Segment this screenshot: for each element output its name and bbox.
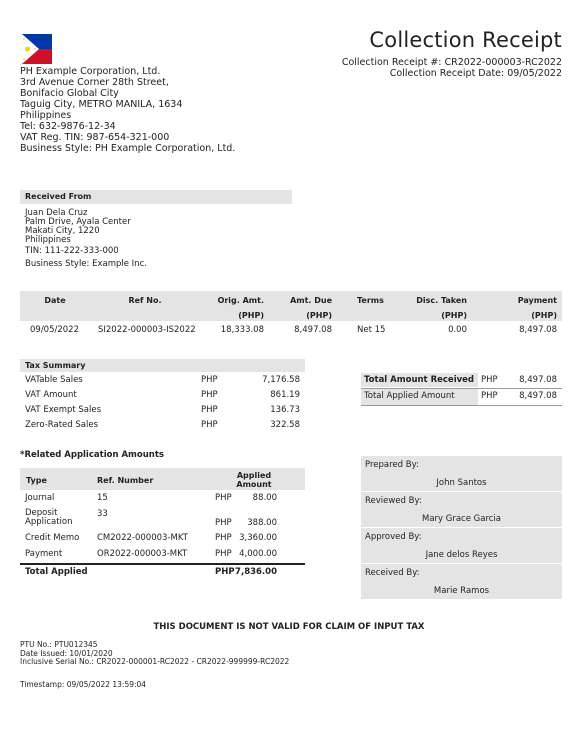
total-applied-label: Total Applied Amount: [364, 391, 455, 401]
footer-ptu: PTU No.: PTU012345: [20, 640, 98, 649]
col-due-unit: (PHP): [306, 311, 332, 320]
col-terms: Terms: [357, 296, 384, 305]
invoice-disc: 0.00: [448, 325, 467, 335]
related-row-type: Credit Memo: [25, 533, 80, 543]
related-row-amount: 388.00: [247, 518, 277, 528]
received-from-header: [20, 190, 292, 204]
receipt-number: Collection Receipt #: CR2022-000003-RC2022: [341, 57, 562, 68]
related-row-ref: 33: [97, 509, 108, 519]
related-row-currency: PHP: [215, 518, 232, 528]
customer-address-2: Makati City, 1220: [25, 226, 100, 236]
invoice-ref: SI2022-000003-IS2022: [98, 325, 196, 335]
col-disc: Disc. Taken: [416, 296, 467, 305]
totals-divider: [361, 405, 562, 406]
related-col-type: Type: [26, 476, 47, 485]
related-row-ref: 15: [97, 493, 108, 503]
related-row-type: [25, 509, 73, 527]
customer-address-1: Palm Drive, Ayala Center: [25, 217, 131, 227]
related-total-label: Total Applied: [25, 567, 88, 577]
total-received-currency: PHP: [481, 375, 498, 385]
related-row-amount: 88.00: [252, 493, 277, 503]
customer-country: Philippines: [25, 235, 71, 245]
tax-summary-header: [20, 359, 305, 372]
tax-row-label: VAT Exempt Sales: [25, 405, 102, 415]
total-received-amount: 8,497.08: [519, 375, 557, 385]
received-from-block: [25, 209, 131, 245]
signature-label: Received By:: [365, 568, 420, 578]
related-row-ref: CM2022-000003-MKT: [97, 533, 188, 543]
company-country: Philippines: [20, 110, 72, 121]
related-row-currency: PHP: [215, 549, 232, 559]
company-business-style: Business Style: PH Example Corporation, Ltd.: [20, 143, 236, 154]
related-row-amount: 4,000.00: [239, 549, 277, 559]
related-col-applied-line2: Amount: [236, 480, 272, 489]
page-title: Collection Receipt: [369, 28, 562, 52]
signature-received: [361, 564, 562, 599]
invoice-due: 8,497.08: [294, 325, 332, 335]
company-name: PH Example Corporation, Ltd.: [20, 66, 161, 77]
customer-business-style: Business Style: Example Inc.: [25, 259, 147, 269]
col-ref: Ref No.: [128, 296, 162, 305]
signature-reviewed: [361, 492, 562, 527]
col-orig: Orig. Amt.: [217, 296, 264, 305]
related-col-applied: [232, 471, 276, 489]
tax-notice: THIS DOCUMENT IS NOT VALID FOR CLAIM OF INPUT TAX: [153, 622, 425, 632]
related-row-type-line1: Deposit: [25, 508, 58, 518]
receipt-date: Collection Receipt Date: 09/05/2022: [389, 68, 562, 79]
col-date: Date: [44, 296, 66, 305]
tax-row-label: VAT Amount: [25, 390, 77, 400]
tax-row-currency: PHP: [201, 405, 218, 415]
related-col-ref: Ref. Number: [97, 476, 154, 485]
total-applied-amount: 8,497.08: [519, 391, 557, 401]
tax-row-amount: 136.73: [270, 405, 300, 415]
company-tel: Tel: 632-9876-12-34: [20, 121, 116, 132]
signature-name: Jane delos Reyes: [425, 550, 498, 560]
signature-prepared: [361, 456, 562, 491]
tax-row-currency: PHP: [201, 390, 218, 400]
customer-name: Juan Dela Cruz: [25, 208, 88, 218]
customer-tin: TIN: 111-222-333-000: [25, 246, 119, 256]
tax-summary-label: Tax Summary: [25, 361, 86, 370]
related-row-currency: PHP: [215, 533, 232, 543]
receipt-meta: [342, 57, 562, 79]
related-row-type: Journal: [25, 493, 55, 503]
tax-row-currency: PHP: [201, 420, 218, 430]
total-received-label-cell: [361, 373, 478, 387]
related-total-amount: 7,836.00: [235, 567, 277, 577]
philippine-flag-icon: [22, 34, 52, 64]
invoice-terms: Net 15: [357, 325, 386, 335]
tax-row-label: Zero-Rated Sales: [25, 420, 98, 430]
col-orig-unit: (PHP): [238, 311, 264, 320]
col-disc-unit: (PHP): [441, 311, 467, 320]
company-address-2: Bonifacio Global City: [20, 88, 119, 99]
total-applied-currency: PHP: [481, 391, 498, 401]
company-info: [20, 66, 280, 154]
company-vat: VAT Reg. TIN: 987-654-321-000: [20, 132, 170, 143]
footer-timestamp: Timestamp: 09/05/2022 13:59:04: [20, 680, 147, 689]
signature-name: John Santos: [436, 478, 487, 488]
tax-row-amount: 7,176.58: [262, 375, 300, 385]
related-total-currency: PHP: [215, 567, 235, 577]
col-due: Amt. Due: [290, 296, 332, 305]
invoice-date: 09/05/2022: [30, 325, 79, 335]
signature-name: Mary Grace Garcia: [421, 514, 501, 524]
signature-label: Reviewed By:: [365, 496, 422, 506]
related-row-ref: OR2022-000003-MKT: [97, 549, 188, 559]
col-payment-unit: (PHP): [531, 311, 557, 320]
company-address-3: Taguig City, METRO MANILA, 1634: [20, 99, 183, 110]
company-address-1: 3rd Avenue Corner 28th Street,: [20, 77, 169, 88]
tax-row-amount: 861.19: [270, 390, 300, 400]
tax-row-label: VATable Sales: [25, 375, 83, 385]
related-row-type-line2: Application: [25, 517, 73, 527]
related-row-type: Payment: [25, 549, 63, 559]
invoice-orig: 18,333.08: [220, 325, 264, 335]
related-col-applied-line1: Applied: [236, 471, 272, 480]
signature-label: Prepared By:: [365, 460, 419, 470]
footer-block: [20, 641, 289, 667]
signature-name: Marie Ramos: [433, 586, 490, 596]
signature-label: Approved By:: [365, 532, 422, 542]
tax-row-amount: 322.58: [270, 420, 300, 430]
related-title: *Related Application Amounts: [20, 450, 164, 460]
related-total-rule: [20, 563, 305, 565]
tax-row-currency: PHP: [201, 375, 218, 385]
total-applied-label-cell: [361, 389, 478, 405]
col-payment: Payment: [517, 296, 557, 305]
signature-approved: [361, 528, 562, 563]
related-row-currency: PHP: [215, 493, 232, 503]
footer-date-issued: Date Issued: 10/01/2020: [20, 648, 113, 658]
related-row-amount: 3,360.00: [239, 533, 277, 543]
total-received-label: Total Amount Received: [364, 375, 474, 385]
invoice-payment: 8,497.08: [519, 325, 557, 335]
received-from-label: Received From: [25, 192, 92, 201]
footer-serial: Inclusive Serial No.: CR2022-000001-RC2022 - CR2022-999999-RC2022: [20, 657, 290, 666]
